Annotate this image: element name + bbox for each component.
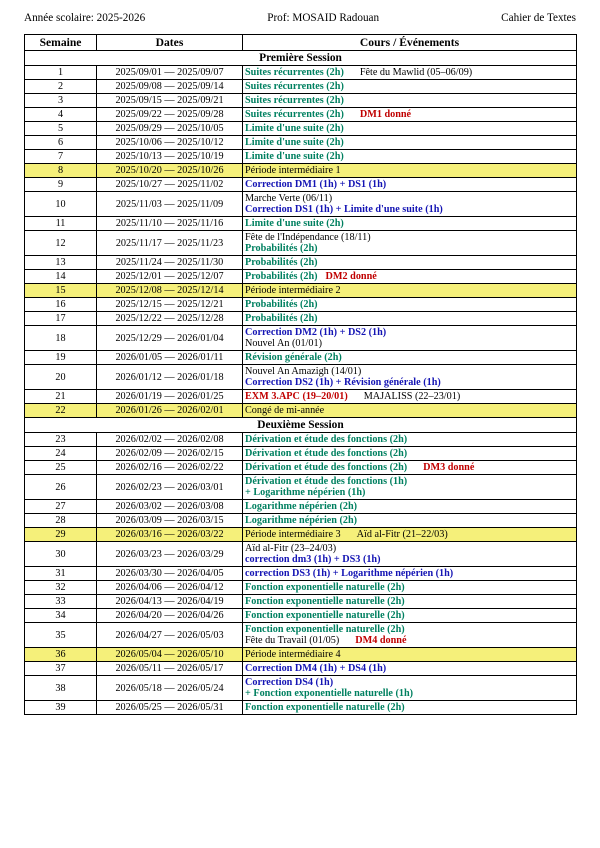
table-row: [25, 231, 577, 256]
cours-segment: EXM 3.APC (19–20/01): [245, 391, 348, 402]
table-row: [25, 326, 577, 351]
cell-dates: 2026/02/09 — 2026/02/15: [97, 447, 243, 461]
table-row: [25, 150, 577, 164]
cell-dates: 2025/10/20 — 2025/10/26: [97, 164, 243, 178]
cell-cours: [243, 390, 577, 404]
cell-semaine: 1: [25, 66, 97, 80]
cell-semaine: 19: [25, 351, 97, 365]
cours-segment: Correction DM2 (1h) + DS2 (1h): [245, 327, 387, 338]
table-header-row: [25, 35, 577, 51]
cours-segment: correction dm3 (1h) + DS3 (1h): [245, 554, 381, 565]
cours-line: [245, 568, 574, 579]
cell-cours: [243, 648, 577, 662]
cell-cours: [243, 701, 577, 715]
cours-segment: DM4 donné: [355, 635, 407, 646]
cours-segment: Limite d'une suite (2h): [245, 151, 344, 162]
cours-line: [245, 95, 574, 106]
cell-semaine: 37: [25, 662, 97, 676]
column-header-dates: Dates: [97, 35, 243, 51]
table-row: [25, 178, 577, 192]
cours-segment: Probabilités (2h): [245, 257, 318, 268]
cell-semaine: 39: [25, 701, 97, 715]
table-row: [25, 581, 577, 595]
cours-line: [245, 515, 574, 526]
cours-segment: Aïd al-Fitr (23–24/03): [245, 543, 337, 554]
cell-dates: 2025/11/17 — 2025/11/23: [97, 231, 243, 256]
cours-segment: Marche Verte (06/11): [245, 193, 333, 204]
cell-semaine: 27: [25, 500, 97, 514]
cell-dates: 2025/11/03 — 2025/11/09: [97, 192, 243, 217]
cell-dates: 2025/09/29 — 2025/10/05: [97, 122, 243, 136]
cours-line: [245, 271, 574, 282]
cours-line: [245, 352, 574, 363]
cours-segment: Suites récurrentes (2h): [245, 81, 344, 92]
cell-dates: 2025/10/13 — 2025/10/19: [97, 150, 243, 164]
document-header: [24, 12, 576, 24]
cell-cours: [243, 231, 577, 256]
cell-dates: 2026/02/02 — 2026/02/08: [97, 433, 243, 447]
column-header-cours: Cours / Événements: [243, 35, 577, 51]
cours-line: [245, 257, 574, 268]
cours-segment: DM1 donné: [359, 109, 412, 120]
cell-dates: 2025/09/15 — 2025/09/21: [97, 94, 243, 108]
cell-cours: [243, 256, 577, 270]
cours-line: [245, 327, 574, 338]
cours-segment: Correction DS1 (1h) + Limite d'une suite (1h): [245, 204, 443, 215]
cell-semaine: 18: [25, 326, 97, 351]
cell-semaine: 5: [25, 122, 97, 136]
cell-semaine: 11: [25, 217, 97, 231]
cell-cours: [243, 404, 577, 418]
cell-cours: [243, 178, 577, 192]
cell-dates: 2026/03/23 — 2026/03/29: [97, 542, 243, 567]
cell-cours: [243, 122, 577, 136]
cell-dates: 2026/04/27 — 2026/05/03: [97, 623, 243, 648]
cours-segment: Fête du Mawlid (05–06/09): [359, 67, 473, 78]
cell-cours: [243, 475, 577, 500]
cours-line: [245, 137, 574, 148]
cours-segment: Dérivation et étude des fonctions (2h): [245, 462, 408, 473]
cell-semaine: 38: [25, 676, 97, 701]
cours-segment: Fonction exponentielle naturelle (2h): [245, 582, 405, 593]
cell-dates: 2025/10/27 — 2025/11/02: [97, 178, 243, 192]
session-header-2-label: Deuxième Session: [25, 418, 577, 433]
cell-dates: 2026/05/25 — 2026/05/31: [97, 701, 243, 715]
table-row: [25, 648, 577, 662]
table-row: [25, 500, 577, 514]
cell-semaine: 14: [25, 270, 97, 284]
cell-semaine: 29: [25, 528, 97, 542]
cours-line: [245, 299, 574, 310]
cours-segment: DM3 donné: [423, 462, 475, 473]
cell-semaine: 4: [25, 108, 97, 122]
cell-semaine: 32: [25, 581, 97, 595]
cours-line: [245, 462, 574, 473]
cours-segment: Période intermédiaire 2: [245, 285, 341, 296]
table-row: [25, 475, 577, 500]
table-row: [25, 390, 577, 404]
cell-cours: [243, 136, 577, 150]
cell-semaine: 28: [25, 514, 97, 528]
cell-semaine: 8: [25, 164, 97, 178]
cours-line: [245, 677, 574, 688]
table-row: [25, 609, 577, 623]
cours-segment: MAJALISS (22–23/01): [363, 391, 461, 402]
table-row: [25, 270, 577, 284]
cell-semaine: 7: [25, 150, 97, 164]
cell-semaine: 36: [25, 648, 97, 662]
cell-dates: 2025/09/01 — 2025/09/07: [97, 66, 243, 80]
cours-segment: Probabilités (2h): [245, 243, 318, 254]
cours-line: [245, 109, 574, 120]
cell-semaine: 20: [25, 365, 97, 390]
table-row: [25, 447, 577, 461]
cell-semaine: 26: [25, 475, 97, 500]
cell-cours: [243, 676, 577, 701]
cours-line: [245, 610, 574, 621]
school-year-label: Année scolaire: 2025-2026: [24, 12, 146, 24]
table-row: [25, 284, 577, 298]
table-row: [25, 514, 577, 528]
table-header: [25, 35, 577, 51]
cours-segment: Probabilités (2h): [245, 271, 318, 282]
cell-semaine: 23: [25, 433, 97, 447]
cell-cours: [243, 461, 577, 475]
document-title: Cahier de Textes: [501, 12, 576, 24]
cell-dates: 2025/12/15 — 2025/12/21: [97, 298, 243, 312]
cell-dates: 2026/05/04 — 2026/05/10: [97, 648, 243, 662]
table-row: [25, 528, 577, 542]
cell-semaine: 2: [25, 80, 97, 94]
cell-cours: [243, 433, 577, 447]
cours-line: [245, 243, 574, 254]
cours-line: [245, 529, 574, 540]
cours-segment: Fonction exponentielle naturelle (2h): [245, 610, 405, 621]
cell-semaine: 24: [25, 447, 97, 461]
cours-line: [245, 123, 574, 134]
table-row: [25, 80, 577, 94]
cell-dates: 2026/03/30 — 2026/04/05: [97, 567, 243, 581]
cell-semaine: 30: [25, 542, 97, 567]
cours-line: [245, 391, 574, 402]
cours-segment: Limite d'une suite (2h): [245, 123, 344, 134]
cours-line: [245, 554, 574, 565]
cell-dates: 2025/09/22 — 2025/09/28: [97, 108, 243, 122]
cours-line: [245, 313, 574, 324]
cell-cours: [243, 500, 577, 514]
cours-segment: Nouvel An (01/01): [245, 338, 322, 349]
cell-semaine: 9: [25, 178, 97, 192]
table-row: [25, 217, 577, 231]
cell-semaine: 34: [25, 609, 97, 623]
cell-semaine: 3: [25, 94, 97, 108]
table-row: [25, 404, 577, 418]
cours-segment: Dérivation et étude des fonctions (2h): [245, 434, 408, 445]
cell-semaine: 21: [25, 390, 97, 404]
cell-dates: 2025/11/10 — 2025/11/16: [97, 217, 243, 231]
cell-cours: [243, 217, 577, 231]
cell-semaine: 16: [25, 298, 97, 312]
schedule-table: [24, 34, 577, 715]
table-row: [25, 164, 577, 178]
cours-segment: Révision générale (2h): [245, 352, 342, 363]
cell-cours: [243, 108, 577, 122]
cours-line: [245, 448, 574, 459]
cell-cours: [243, 80, 577, 94]
cell-dates: 2025/12/29 — 2026/01/04: [97, 326, 243, 351]
cours-segment: DM2 donné: [325, 271, 377, 282]
cours-line: [245, 81, 574, 92]
cell-dates: 2026/04/20 — 2026/04/26: [97, 609, 243, 623]
cours-line: [245, 434, 574, 445]
table-row: [25, 595, 577, 609]
cell-cours: [243, 284, 577, 298]
table-row: [25, 542, 577, 567]
cours-segment: Fête du Travail (01/05): [245, 635, 340, 646]
cours-line: [245, 501, 574, 512]
cours-segment: Période intermédiaire 3: [245, 529, 341, 540]
table-row: [25, 433, 577, 447]
cell-dates: 2026/02/23 — 2026/03/01: [97, 475, 243, 500]
cell-dates: 2026/01/19 — 2026/01/25: [97, 390, 243, 404]
cours-line: [245, 624, 574, 635]
cell-cours: [243, 365, 577, 390]
cell-cours: [243, 514, 577, 528]
table-row: [25, 662, 577, 676]
cours-segment: Nouvel An Amazigh (14/01): [245, 366, 362, 377]
cell-dates: 2026/04/06 — 2026/04/12: [97, 581, 243, 595]
cell-cours: [243, 528, 577, 542]
cell-cours: [243, 542, 577, 567]
cell-dates: 2026/03/09 — 2026/03/15: [97, 514, 243, 528]
cours-segment: Correction DS4 (1h): [245, 677, 334, 688]
cell-cours: [243, 298, 577, 312]
cours-segment: + Fonction exponentielle naturelle (1h): [245, 688, 414, 699]
cell-cours: [243, 270, 577, 284]
cell-semaine: 12: [25, 231, 97, 256]
cours-line: [245, 582, 574, 593]
table-row: [25, 298, 577, 312]
cours-line: [245, 151, 574, 162]
table-body: [25, 51, 577, 715]
cours-line: [245, 67, 574, 78]
cours-line: [245, 487, 574, 498]
cours-segment: Limite d'une suite (2h): [245, 218, 344, 229]
cours-line: [245, 405, 574, 416]
cours-line: [245, 543, 574, 554]
cours-line: [245, 377, 574, 388]
cell-dates: 2026/01/26 — 2026/02/01: [97, 404, 243, 418]
cours-line: [245, 649, 574, 660]
table-row: [25, 66, 577, 80]
cours-line: [245, 285, 574, 296]
cell-semaine: 6: [25, 136, 97, 150]
cell-dates: 2025/12/01 — 2025/12/07: [97, 270, 243, 284]
cell-dates: 2025/12/22 — 2025/12/28: [97, 312, 243, 326]
cell-semaine: 10: [25, 192, 97, 217]
cours-segment: Période intermédiaire 4: [245, 649, 341, 660]
column-header-semaine: Semaine: [25, 35, 97, 51]
table-row: [25, 312, 577, 326]
cell-cours: [243, 595, 577, 609]
cell-cours: [243, 351, 577, 365]
cell-dates: 2026/05/18 — 2026/05/24: [97, 676, 243, 701]
cell-cours: [243, 662, 577, 676]
cours-segment: Suites récurrentes (2h): [245, 67, 344, 78]
cell-dates: 2026/01/12 — 2026/01/18: [97, 365, 243, 390]
cell-semaine: 17: [25, 312, 97, 326]
cours-segment: Probabilités (2h): [245, 299, 318, 310]
cours-segment: Limite d'une suite (2h): [245, 137, 344, 148]
cell-dates: 2026/03/16 — 2026/03/22: [97, 528, 243, 542]
teacher-label: Prof: MOSAID Radouan: [267, 12, 380, 24]
session-header-1: [25, 51, 577, 66]
cours-segment: Correction DM4 (1h) + DS4 (1h): [245, 663, 387, 674]
cours-line: [245, 663, 574, 674]
cours-segment: Dérivation et étude des fonctions (2h): [245, 448, 408, 459]
cell-cours: [243, 192, 577, 217]
cours-line: [245, 635, 574, 646]
cell-dates: 2026/01/05 — 2026/01/11: [97, 351, 243, 365]
cell-semaine: 13: [25, 256, 97, 270]
table-row: [25, 192, 577, 217]
cours-segment: Période intermédiaire 1: [245, 165, 341, 176]
cours-line: [245, 366, 574, 377]
cell-semaine: 15: [25, 284, 97, 298]
cell-cours: [243, 66, 577, 80]
cours-line: [245, 204, 574, 215]
cell-cours: [243, 94, 577, 108]
cours-line: [245, 596, 574, 607]
cours-segment: Fonction exponentielle naturelle (2h): [245, 596, 405, 607]
cell-dates: 2025/11/24 — 2025/11/30: [97, 256, 243, 270]
cell-dates: 2025/10/06 — 2025/10/12: [97, 136, 243, 150]
cours-segment: Suites récurrentes (2h): [245, 95, 344, 106]
cell-semaine: 22: [25, 404, 97, 418]
cell-dates: 2026/04/13 — 2026/04/19: [97, 595, 243, 609]
cell-cours: [243, 447, 577, 461]
cell-dates: 2025/12/08 — 2025/12/14: [97, 284, 243, 298]
table-row: [25, 256, 577, 270]
cours-line: [245, 688, 574, 699]
table-row: [25, 701, 577, 715]
cell-cours: [243, 581, 577, 595]
cours-segment: Dérivation et étude des fonctions (1h): [245, 476, 408, 487]
cours-segment: correction DS3 (1h) + Logarithme népérien (1h): [245, 568, 454, 579]
cours-segment: Fonction exponentielle naturelle (2h): [245, 624, 405, 635]
cours-segment: Probabilités (2h): [245, 313, 318, 324]
cours-line: [245, 476, 574, 487]
cours-segment: Aïd al-Fitr (21–22/03): [356, 529, 448, 540]
cours-line: [245, 232, 574, 243]
cell-dates: 2026/05/11 — 2026/05/17: [97, 662, 243, 676]
table-row: [25, 94, 577, 108]
cours-segment: Logarithme népérien (2h): [245, 501, 358, 512]
cell-cours: [243, 567, 577, 581]
cell-cours: [243, 326, 577, 351]
cell-cours: [243, 164, 577, 178]
table-row: [25, 136, 577, 150]
cours-line: [245, 218, 574, 229]
table-row: [25, 623, 577, 648]
cours-line: [245, 193, 574, 204]
cell-cours: [243, 609, 577, 623]
cell-dates: 2025/09/08 — 2025/09/14: [97, 80, 243, 94]
table-row: [25, 365, 577, 390]
table-row: [25, 676, 577, 701]
table-row: [25, 108, 577, 122]
table-row: [25, 461, 577, 475]
session-header-1-label: Première Session: [25, 51, 577, 66]
cell-dates: 2026/02/16 — 2026/02/22: [97, 461, 243, 475]
cours-line: [245, 702, 574, 713]
cours-line: [245, 338, 574, 349]
cell-semaine: 25: [25, 461, 97, 475]
cell-dates: 2026/03/02 — 2026/03/08: [97, 500, 243, 514]
cours-line: [245, 179, 574, 190]
cours-segment: Fonction exponentielle naturelle (2h): [245, 702, 405, 713]
cours-segment: Congé de mi-année: [245, 405, 325, 416]
table-row: [25, 567, 577, 581]
cell-cours: [243, 623, 577, 648]
cours-segment: + Logarithme népérien (1h): [245, 487, 366, 498]
cell-semaine: 31: [25, 567, 97, 581]
cours-segment: Logarithme népérien (2h): [245, 515, 358, 526]
cell-semaine: 33: [25, 595, 97, 609]
cell-cours: [243, 150, 577, 164]
table-row: [25, 122, 577, 136]
cours-line: [245, 165, 574, 176]
cell-semaine: 35: [25, 623, 97, 648]
table-row: [25, 351, 577, 365]
cours-segment: Correction DS2 (1h) + Révision générale (1h): [245, 377, 441, 388]
cours-segment: Fête de l'Indépendance (18/11): [245, 232, 371, 243]
session-header-2: [25, 418, 577, 433]
cell-cours: [243, 312, 577, 326]
cours-segment: Correction DM1 (1h) + DS1 (1h): [245, 179, 387, 190]
cours-segment: Suites récurrentes (2h): [245, 109, 344, 120]
